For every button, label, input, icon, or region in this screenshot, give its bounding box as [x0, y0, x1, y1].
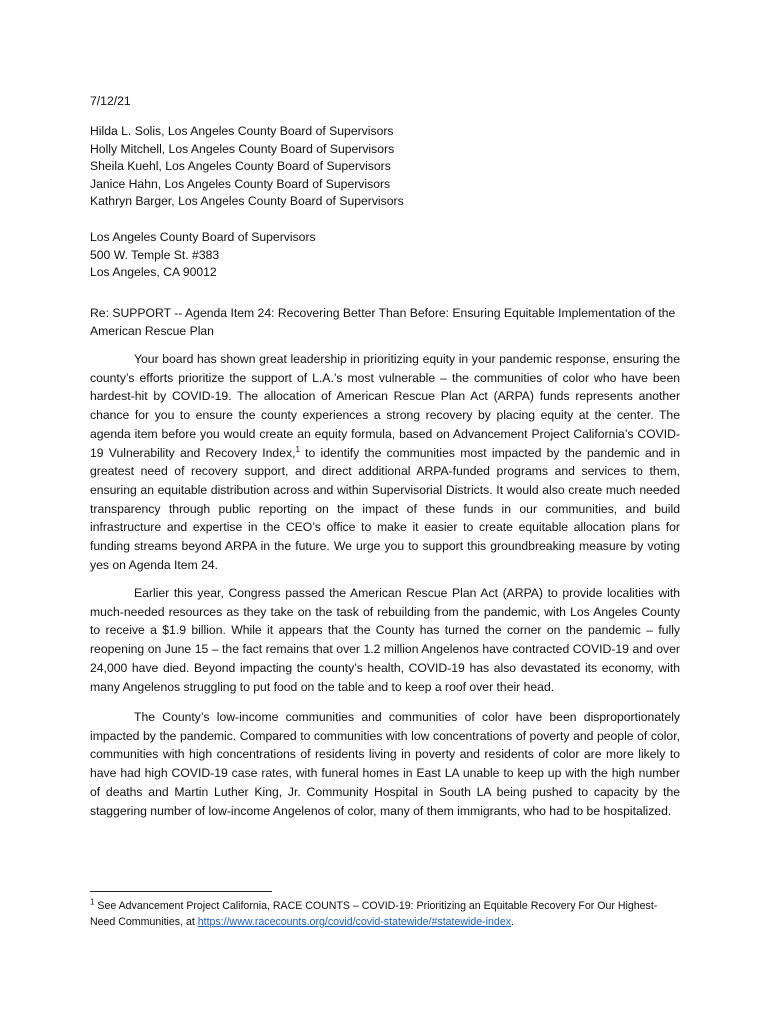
- footnote-end: .: [511, 915, 514, 928]
- footnote-divider: [90, 891, 272, 892]
- recipient-list: [90, 123, 404, 211]
- recipient-line: Holly Mitchell, Los Angeles County Board of Supervisors: [90, 141, 395, 156]
- footnote-link[interactable]: https://www.racecounts.org/covid/covid-statewide/#statewide-index: [197, 915, 512, 928]
- address-line: Los Angeles, CA 90012: [90, 265, 217, 280]
- body-paragraph-3: The County’s low-income communities and communities of color have been disproportionately impacted by the pandemic. Compared to communities with low concentrations of poverty and people of color, communities with high concentrations of residents living in poverty and residents of color are more likely to have had high COVID-19 case rates, with funeral homes in East LA unable to keep up with the high number of deaths and Martin Luther King, Jr. Community Hospital in South LA being pushed to capacity by the staggering number of low-income Angelenos of color, many of them immigrants, who had to be hospitalized.: [90, 710, 680, 818]
- subject-line: Re: SUPPORT -- Agenda Item 24: Recovering Better Than Before: Ensuring Equitable Implementation of the American Rescue Plan: [90, 306, 676, 338]
- body-paragraph-2: Earlier this year, Congress passed the American Rescue Plan Act (ARPA) to provide localities with much-needed resources as they take on the task of rebuilding from the pandemic, with Los Angeles County to receive a $1.9 billion. While it appears that the County has turned the corner on the pandemic – fully reopening on June 15 – the fact remains that over 1.2 million Angelenos have contracted COVID-19 and over 24,000 have died. Beyond impacting the county’s health, COVID-19 has also devastated its economy, with many Angelenos struggling to put food on the table and to keep a roof over their head.: [90, 586, 680, 694]
- recipient-line: Kathryn Barger, Los Angeles County Board of Supervisors: [90, 194, 404, 209]
- body-paragraph-1: [90, 350, 680, 574]
- letter-date: 7/12/21: [90, 94, 131, 108]
- recipient-line: Hilda L. Solis, Los Angeles County Board of Supervisors: [90, 124, 394, 138]
- footnote-marker: 1: [90, 897, 95, 907]
- footnote-ref[interactable]: 1: [295, 444, 300, 454]
- footnote: [90, 899, 680, 930]
- address-line: Los Angeles County Board of Supervisors: [90, 230, 316, 244]
- recipient-line: Janice Hahn, Los Angeles County Board of Supervisors: [90, 176, 391, 191]
- paragraph-text: Your board has shown great leadership in prioritizing equity in your pandemic response, ensuring the county’s efforts prioritize the support of L.A.’s most vulnerable – the communities of color who have been hardest-hit by COVID-19. The allocation of American Rescue Plan Act (ARPA) funds represents another chance for you to ensure the county experiences a strong recovery by placing equity at the center. The agenda item before you would create an equity formula, based on Advancement Project California’s COVID-19 Vulnerability and Recovery Index,: [90, 352, 680, 460]
- footnote-text: See Advancement Project California, RACE COUNTS – COVID-19: Prioritizing an Equitable Recovery For Our Highest-Need Communities, at: [90, 900, 658, 928]
- address-line: 500 W. Temple St. #383: [90, 247, 220, 262]
- recipient-line: Sheila Kuehl, Los Angeles County Board of Supervisors: [90, 159, 391, 174]
- paragraph-text: to identify the communities most impacted by the pandemic and in greatest need of recovery support, and direct additional ARPA-funded programs and services to them, ensuring an equitable distribution across and within Supervisorial Districts. It would also create much needed transparency through public reporting on the impact of these funds in our communities, and build infrastructure and expertise in the CEO’s office to make it easier to create equitable allocation plans for funding streams beyond ARPA in the future. We urge you to support this groundbreaking measure by voting yes on Agenda Item 24.: [90, 445, 681, 572]
- mailing-address: [90, 229, 316, 282]
